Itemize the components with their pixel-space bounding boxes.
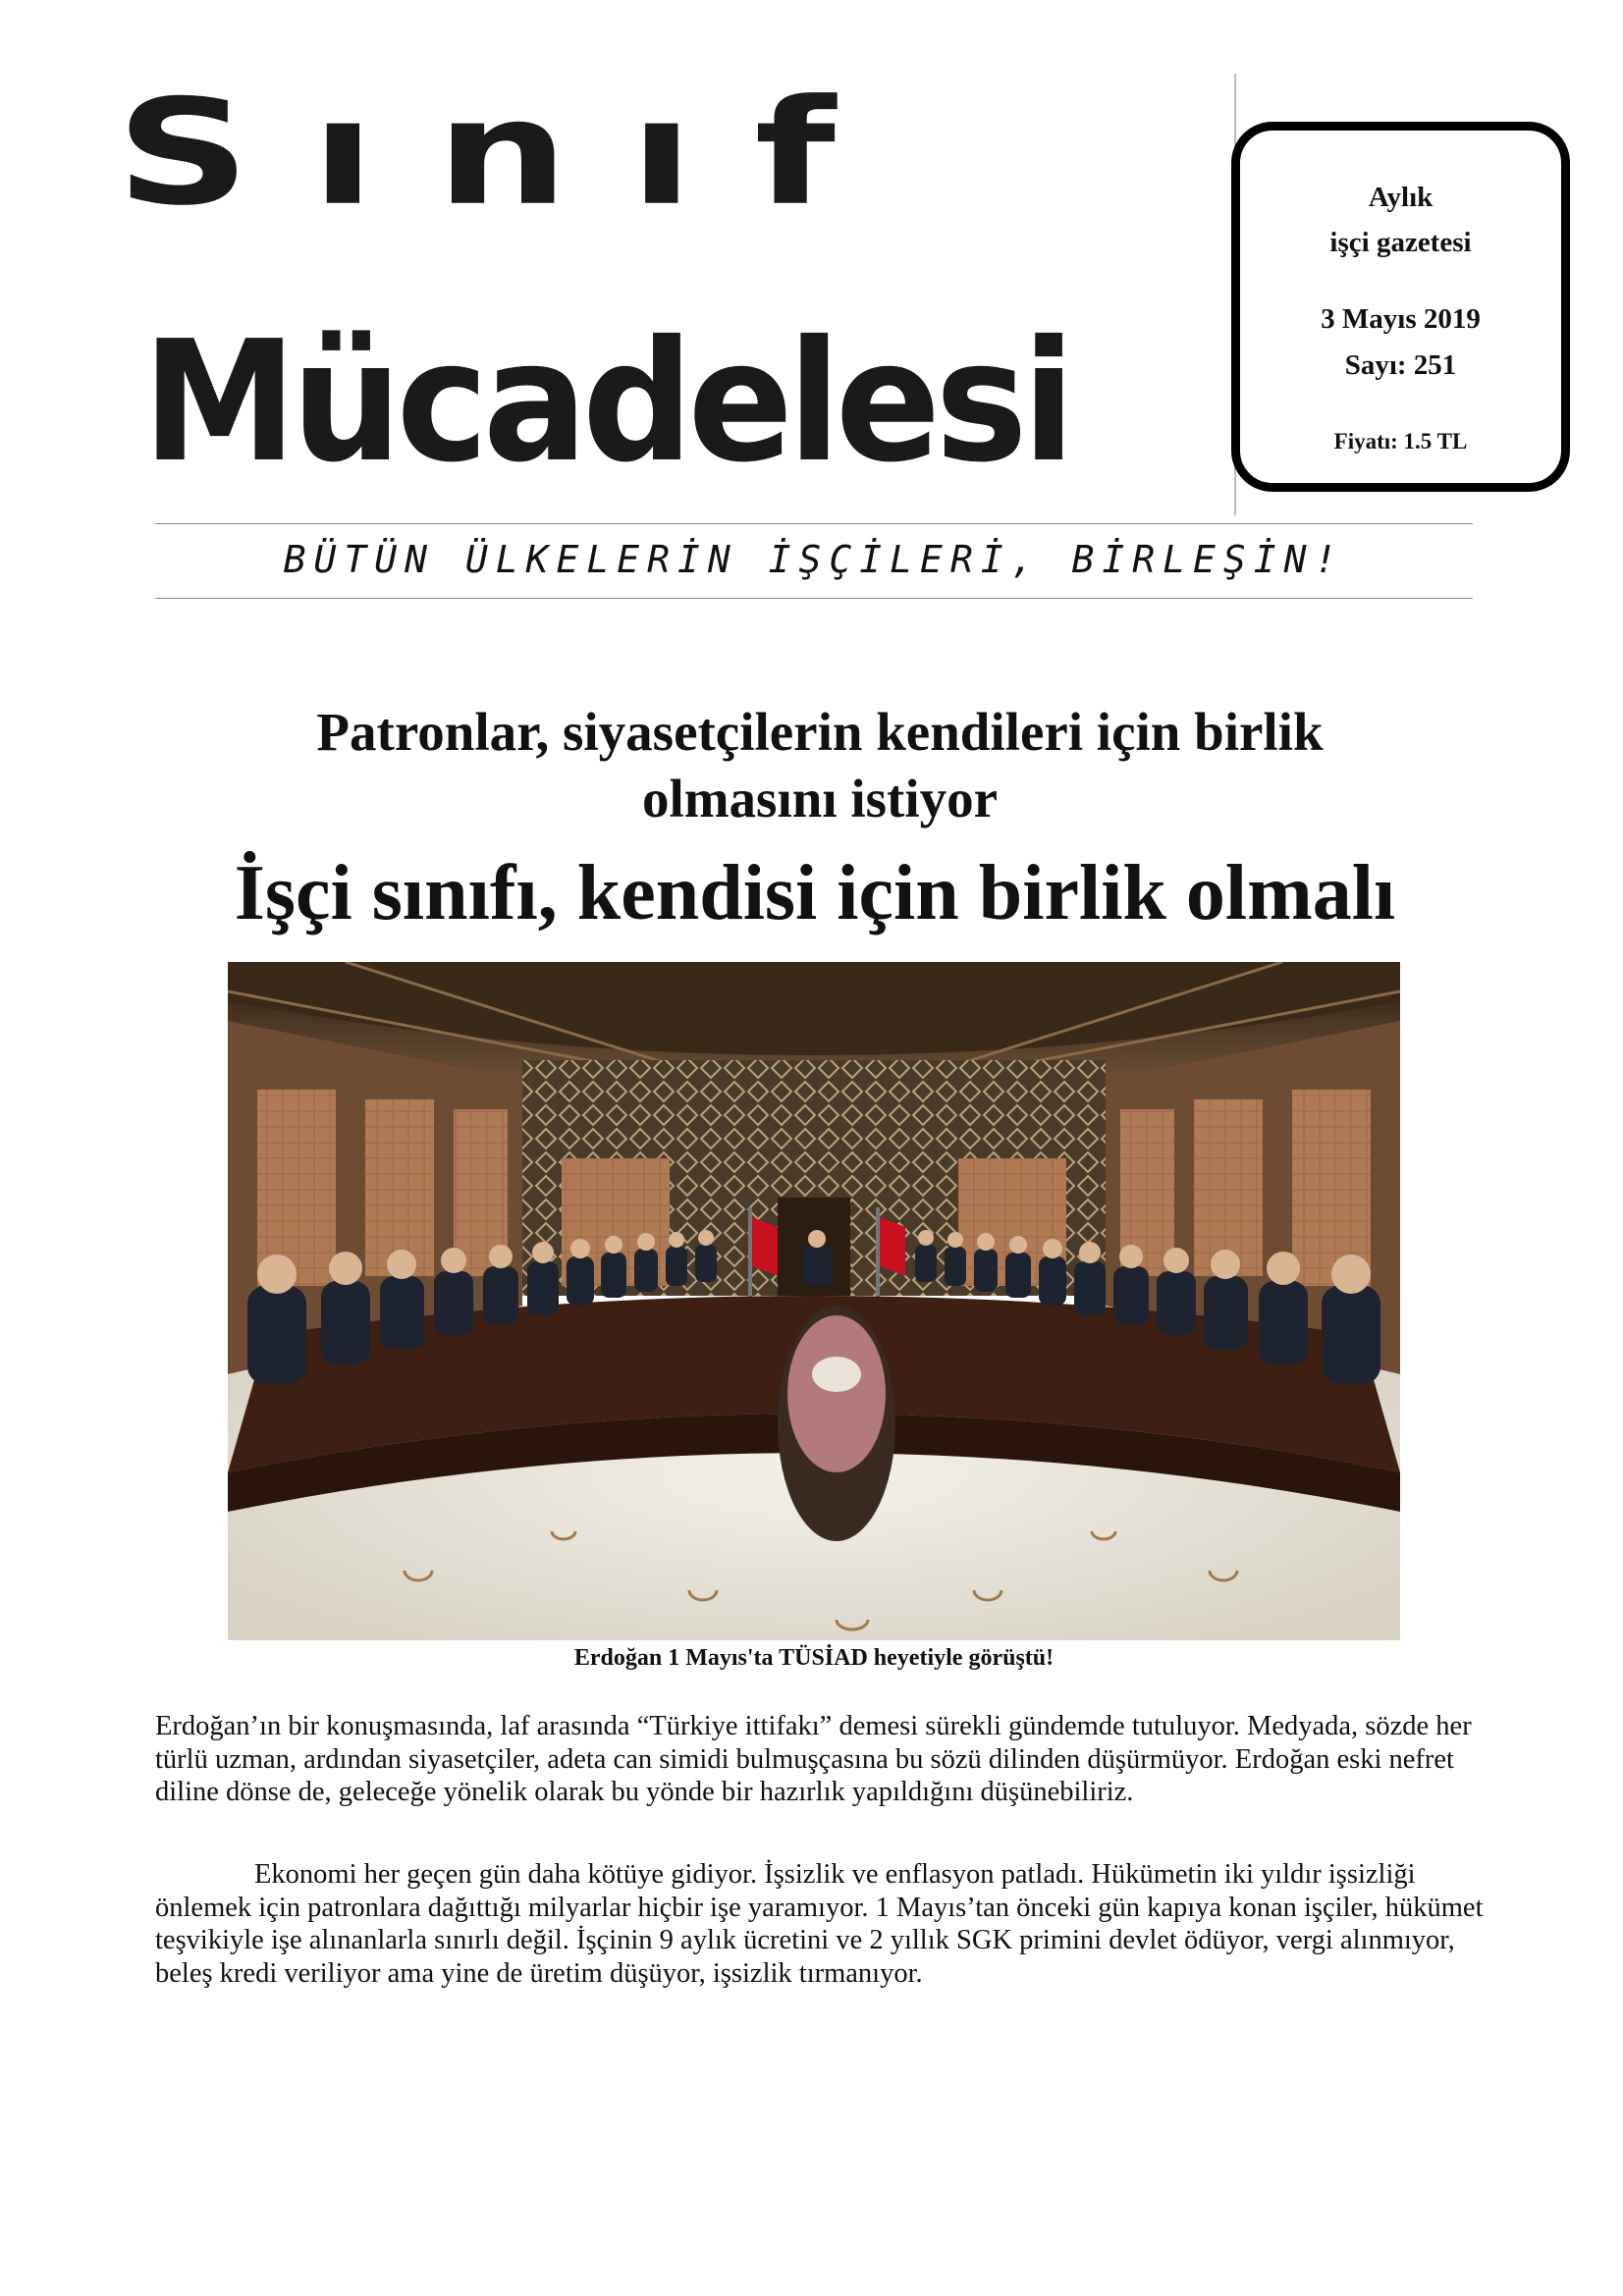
issue-date: 3 Mayıs 2019 [1321, 303, 1481, 335]
article-paragraph-2: Ekonomi her geçen gün daha kötüye gidiyor. İşsizlik ve enflasyon patladı. Hükümetin iki yıldır işsizliği önlemek için patronlara dağıttığı milyarlar hiçbir işe yaramıyor. 1 Mayıs’tan önceki gün kapıya konan işçiler, hükümet teşvikiyle işe alınanlarla sınırlı değil. İşçinin 9 aylık ücretini ve 2 yıllık SGK primini devlet ödüyor, vergi alınmıyor, beleş kredi veriliyor ama yine de üretim düşüyor, işsizlik tırmanıyor. [155, 1859, 1484, 1989]
publication-frequency: Aylık [1368, 182, 1434, 213]
publication-type: işçi gazetesi [1329, 227, 1472, 258]
article-photo [228, 962, 1400, 1640]
deck-line-1: Patronlar, siyasetçilerin kendileri için birlik [316, 702, 1324, 762]
slogan-top-rule [155, 523, 1473, 524]
masthead-title-line1: Sınıf [116, 68, 897, 238]
issue-number: Sayı: 251 [1344, 349, 1457, 381]
issue-info-box [1231, 122, 1570, 492]
main-headline: İşçi sınıfı, kendisi için birlik olmalı [234, 850, 1396, 936]
issue-price: Fiyatı: 1.5 TL [1333, 429, 1468, 454]
photo-caption: Erdoğan 1 Mayıs'ta TÜSİAD heyetiyle görüştü! [573, 1645, 1055, 1671]
masthead-title-line2: Mücadelesi [142, 305, 1070, 500]
slogan-bottom-rule [155, 598, 1473, 599]
masthead-slogan: BÜTÜN ÜLKELERİN İŞÇİLERİ, BİRLEŞİN! [283, 538, 1345, 581]
deck-line-2: olmasını istiyor [641, 769, 999, 828]
article-paragraph-1: Erdoğan’ın bir konuşmasında, laf arasında “Türkiye ittifakı” demesi sürekli gündemde tutuluyor. Medyada, sözde her türlü uzman, ardından siyasetçiler, adeta can simidi bulmuşçasına bu sözü dilinden düşürmüyor. Erdoğan eski nefret diline dönse de, geleceğe yönelik olarak bu yönde bir hazırlık yapıldığını düşünebiliriz. [155, 1711, 1472, 1807]
